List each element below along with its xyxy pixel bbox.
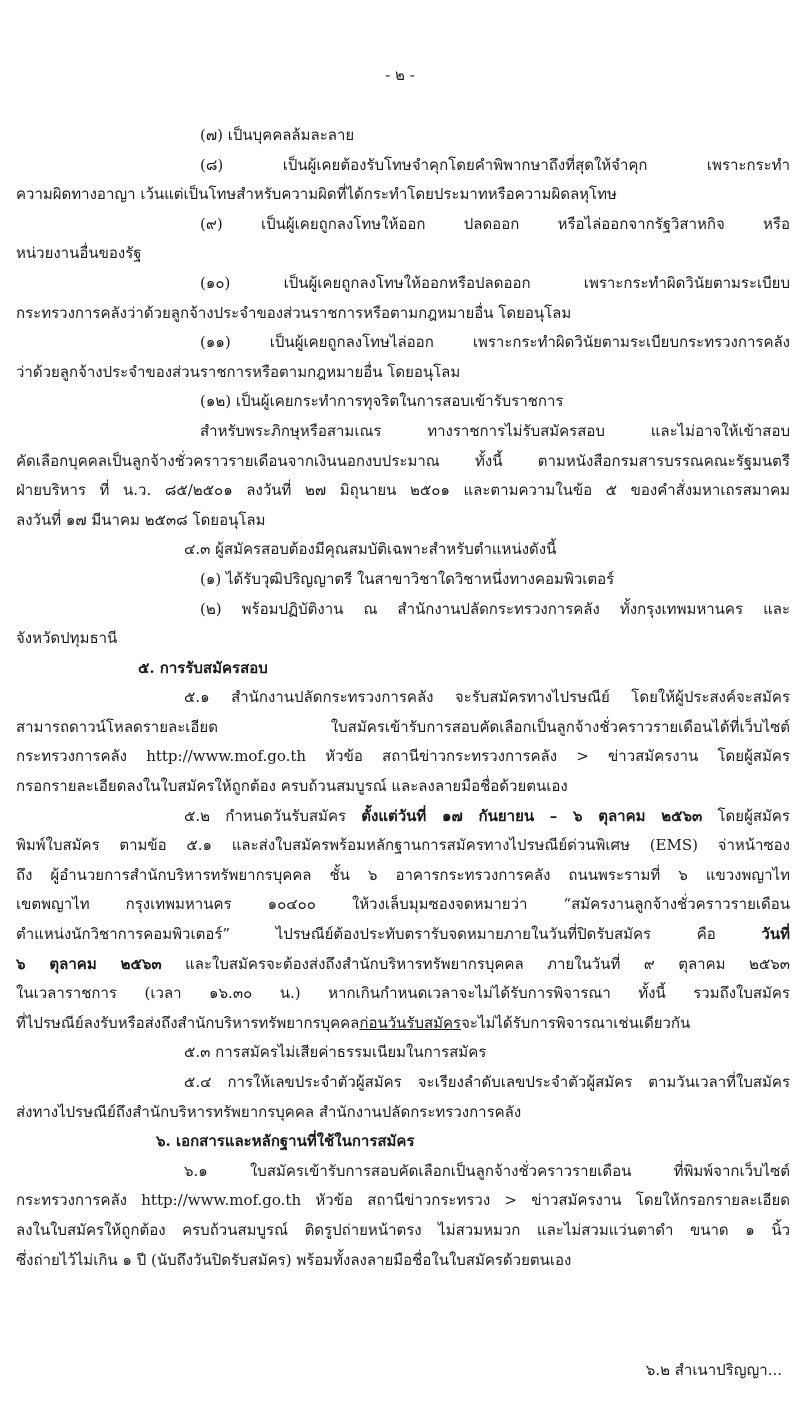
section-5-2-cont-5-post: และใบสมัครจะต้องส่งถึงสำนักบริหารทรัพยากรบุคคล ภายในวันที่ ๙ ตุลาคม ๒๕๖๓ xyxy=(161,954,790,973)
item-11: (๑๑) เป็นผู้เคยถูกลงโทษไล่ออก เพราะกระทำผิดวินัยตามระเบียบกระทรวงการคลัง xyxy=(200,333,790,352)
section-4-3-item-2: (๒) พร้อมปฏิบัติงาน ณ สำนักงานปลัดกระทรวงการคลัง ทั้งกรุงเทพมหานคร และ xyxy=(200,599,790,618)
item-12: (๑๒) เป็นผู้เคยกระทำการทุจริตในการสอบเข้ารับราชการ xyxy=(200,392,564,411)
section-6-1-cont-3: ซึ่งถ่ายไว้ไม่เกิน ๑ ปี (นับถึงวันปิดรับสมัคร) พร้อมทั้งลงลายมือชื่อในใบสมัครด้วยตนเอง xyxy=(16,1250,572,1269)
section-6-1: ๖.๑ ใบสมัครเข้ารับการสอบคัดเลือกเป็นลูกจ้างชั่วคราวรายเดือน ที่พิมพ์จากเว็บไซต์ xyxy=(184,1161,790,1180)
application-period: ตั้งแต่วันที่ ๑๗ กันยายน – ๖ ตุลาคม ๒๕๖๓ xyxy=(361,806,703,825)
section-4-3-item-2-cont: จังหวัดปทุมธานี xyxy=(16,629,118,648)
page-number: - ๒ - xyxy=(385,66,415,84)
item-7: (๗) เป็นบุคคลล้มละลาย xyxy=(200,126,355,144)
section-5-2-cont-3: เขตพญาไท กรุงเทพมหานคร ๑๐๔๐๐ ให้วงเล็บมุมซองจดหมายว่า “สมัครงานลูกจ้างชั่วคราวรายเดือน xyxy=(16,895,790,914)
section-5-2-post: โดยผู้สมัคร xyxy=(702,806,790,825)
section-5-2-cont-7 xyxy=(16,1009,790,1039)
section-5-2-cont-4-pre: ตำแหน่งนักวิชาการคอมพิวเตอร์” ไปรษณีย์ต้องประทับตรารับจดหมายภายในวันที่ปิดรับสมัคร คือ xyxy=(16,925,762,944)
continuation-marker: ๖.๒ สำเนาปริญญา... xyxy=(645,1361,782,1379)
monk-note-cont-3: ลงวันที่ ๑๗ มีนาคม ๒๕๓๘ โดยอนุโลม xyxy=(16,510,266,529)
section-5-1-cont-3: กรอกรายละเอียดลงในใบสมัครให้ถูกต้อง ครบถ้วนสมบูรณ์ และลงลายมือชื่อด้วยตนเอง xyxy=(16,777,568,796)
section-6-1-cont-1: กระทรวงการคลัง http://www.mof.go.th หัวข้อ สถานีข่าวกระทรวง > ข่าวสมัครงาน โดยให้กรอกรายละเอียด xyxy=(16,1191,790,1210)
section-5-2-cont-5 xyxy=(16,950,790,980)
monk-note: สำหรับพระภิกษุหรือสามเณร ทางราชการไม่รับสมัครสอบ และไม่อาจให้เข้าสอบ xyxy=(200,421,790,440)
monk-note-cont-2: ฝ่ายบริหาร ที่ น.ว. ๘๕/๒๕๐๑ ลงวันที่ ๒๗ มิถุนายน ๒๕๐๑ และตามความในข้อ ๕ ของคำสั่งมหาเถรสมาคม xyxy=(16,481,790,500)
section-5-2-pre: ๕.๒ กำหนดวันรับสมัคร xyxy=(184,806,362,825)
item-11-cont: ว่าด้วยลูกจ้างประจำของส่วนราชการหรือตามกฎหมายอื่น โดยอนุโลม xyxy=(16,362,461,381)
section-5-2-cont-4 xyxy=(16,920,790,950)
section-5-1: ๕.๑ สำนักงานปลัดกระทรวงการคลัง จะรับสมัครทางไปรษณีย์ โดยให้ผู้ประสงค์จะสมัคร xyxy=(184,688,790,707)
section-6-1-cont-2: ลงในใบสมัครให้ถูกต้อง ครบถ้วนสมบูรณ์ ติดรูปถ่ายหน้าตรง ไม่สวมหมวก และไม่สวมแว่นตาดำ ขนาด ๑ นิ้ว xyxy=(16,1220,790,1239)
document-body xyxy=(16,121,790,1275)
monk-note-cont-1: คัดเลือกบุคคลเป็นลูกจ้างชั่วคราวรายเดือนจากเงินนอกงบประมาณ ทั้งนี้ ตามหนังสือกรมสารบรรณคณะรัฐมนตรี xyxy=(16,451,790,470)
closing-date-label: วันที่ xyxy=(761,925,790,944)
section-5-2 xyxy=(16,802,790,832)
item-9: (๙) เป็นผู้เคยถูกลงโทษให้ออก ปลดออก หรือไล่ออกจากรัฐวิสาหกิจ หรือ xyxy=(200,214,790,233)
section-5-3: ๕.๓ การสมัครไม่เสียค่าธรรมเนียมในการสมัคร xyxy=(184,1043,487,1062)
item-10: (๑๐) เป็นผู้เคยถูกลงโทษให้ออกหรือปลดออก เพราะกระทำผิดวินัยตามระเบียบ xyxy=(200,273,790,292)
section-5-2-cont-1: พิมพ์ใบสมัคร ตามข้อ ๕.๑ และส่งใบสมัครพร้อมหลักฐานการสมัครทางไปรษณีย์ด่วนพิเศษ (EMS) จ่าหน้าซอง xyxy=(16,836,790,855)
section-5-2-cont-2: ถึง ผู้อำนวยการสำนักบริหารทรัพยากรบุคคล ชั้น ๖ อาคารกระทรวงการคลัง ถนนพระรามที่ ๖ แขวงพญาไท xyxy=(16,865,790,884)
section-5-2-cont-7-post: จะไม่ได้รับการพิจารณาเช่นเดียวกัน xyxy=(461,1013,691,1032)
item-8-cont: ความผิดทางอาญา เว้นแต่เป็นโทษสำหรับความผิดที่ได้กระทำโดยประมาทหรือความผิดลหุโทษ xyxy=(16,185,617,204)
item-10-cont: กระทรวงการคลังว่าด้วยลูกจ้างประจำของส่วนราชการหรือตามกฎหมายอื่น โดยอนุโลม xyxy=(16,303,572,322)
before-application-date: ก่อนวันรับสมัคร xyxy=(359,1013,462,1032)
section-6-heading: ๖. เอกสารและหลักฐานที่ใช้ในการสมัคร xyxy=(156,1132,415,1151)
section-5-2-cont-7-pre: ที่ไปรษณีย์ลงรับหรือส่งถึงสำนักบริหารทรัพยากรบุคคล xyxy=(16,1013,360,1032)
section-5-4-cont: ส่งทางไปรษณีย์ถึงสำนักบริหารทรัพยากรบุคคล สำนักงานปลัดกระทรวงการคลัง xyxy=(16,1102,522,1121)
section-5-1-cont-1: สามารถดาวน์โหลดรายละเอียด ใบสมัครเข้ารับการสอบคัดเลือกเป็นลูกจ้างชั่วคราวรายเดือนได้ที่เว็บไซต์ xyxy=(16,717,790,736)
section-5-2-cont-6: ในเวลาราชการ (เวลา ๑๖.๓๐ น.) หากเกินกำหนดเวลาจะไม่ได้รับการพิจารณา ทั้งนี้ รวมถึงใบสมัคร xyxy=(16,984,790,1003)
section-4-3: ๔.๓ ผู้สมัครสอบต้องมีคุณสมบัติเฉพาะสำหรับตำแหน่งดังนี้ xyxy=(184,540,557,559)
section-5-4: ๕.๔ การให้เลขประจำตัวผู้สมัคร จะเรียงลำดับเลขประจำตัวผู้สมัคร ตามวันเวลาที่ใบสมัคร xyxy=(184,1073,790,1091)
item-8: (๘) เป็นผู้เคยต้องรับโทษจำคุกโดยคำพิพากษาถึงที่สุดให้จำคุก เพราะกระทำ xyxy=(200,155,790,174)
section-4-3-item-1: (๑) ได้รับวุฒิปริญญาตรี ในสาขาวิชาใดวิชาหนึ่งทางคอมพิวเตอร์ xyxy=(200,569,615,588)
section-5-heading: ๕. การรับสมัครสอบ xyxy=(138,658,268,677)
item-9-cont: หน่วยงานอื่นของรัฐ xyxy=(16,244,142,263)
closing-date: ๖ ตุลาคม ๒๕๖๓ xyxy=(16,954,162,973)
section-5-1-cont-2: กระทรวงการคลัง http://www.mof.go.th หัวข้อ สถานีข่าวกระทรวงการคลัง > ข่าวสมัครงาน โดยผู้สมัคร xyxy=(16,747,790,766)
